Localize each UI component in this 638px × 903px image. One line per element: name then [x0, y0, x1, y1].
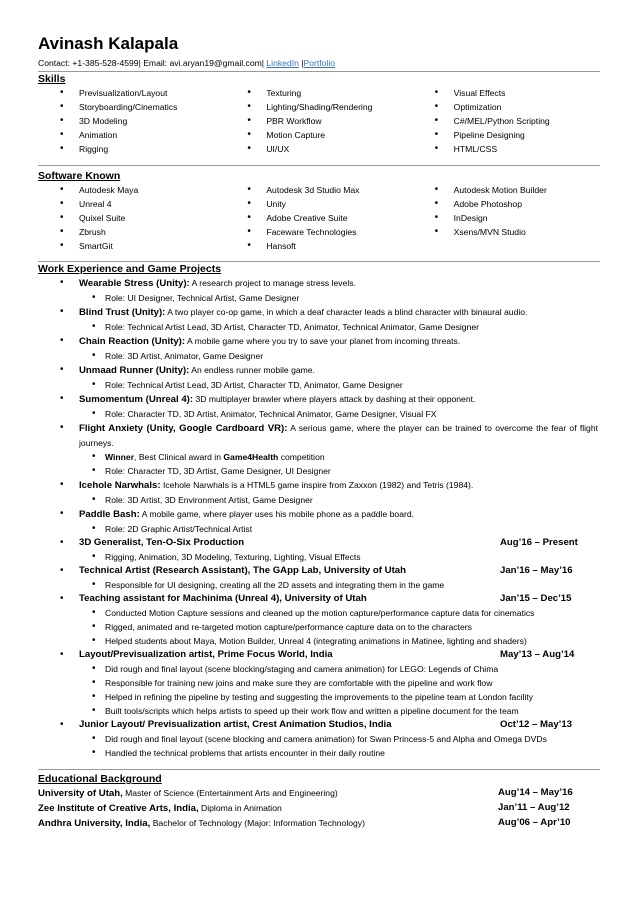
- list-item: • 3D Modeling: [38, 114, 225, 128]
- project-role: • Role: Technical Artist Lead, 3D Artist, Character TD, Animator, Game Designer: [38, 378, 600, 392]
- education-date: Aug’14 – May’16: [498, 787, 573, 798]
- list-item: • SmartGit: [38, 239, 225, 253]
- award-text: competition: [278, 452, 325, 462]
- job-detail: • Responsible for training new joins and make sure they are comfortable with the pipeline and work flow: [38, 676, 600, 690]
- job-item: [38, 592, 600, 606]
- list-item: • Autodesk Maya: [38, 183, 225, 197]
- job-detail: • Responsible for UI designing, creating all the 2D assets and integrating them in the game: [38, 578, 600, 592]
- list-item: • Unreal 4: [38, 197, 225, 211]
- project-role: • Role: UI Designer, Technical Artist, Game Designer: [38, 291, 600, 305]
- list-item: • Lighting/Shading/Rendering: [225, 100, 412, 114]
- divider: [38, 165, 600, 166]
- software-columns: [38, 183, 600, 253]
- project-item: [38, 334, 600, 349]
- job-date: Aug’16 – Present: [500, 537, 578, 548]
- project-desc: A mobile game where you try to save your planet from incoming threats.: [185, 336, 461, 346]
- list-item: • Unity: [225, 197, 412, 211]
- project-item: [38, 478, 600, 493]
- project-role: • Role: 3D Artist, Animator, Game Designer: [38, 349, 600, 363]
- list-item: • Texturing: [225, 86, 412, 100]
- project-name: Blind Trust (Unity):: [79, 307, 166, 318]
- job-detail: • Rigging, Animation, 3D Modeling, Texturing, Lighting, Visual Effects: [38, 550, 600, 564]
- list-item: • Optimization: [413, 100, 600, 114]
- project-desc: Icehole Narwhals is a HTML5 game inspire from Zaxxon (1982) and Tetris (1984).: [160, 480, 474, 490]
- project-item: [38, 421, 600, 450]
- list-item: • Hansoft: [225, 239, 412, 253]
- job-detail: • Built tools/scripts which helps artists to speed up their work flow and written a pipeline document for the team: [38, 704, 600, 718]
- project-desc: A two player co-op game, in which a deaf character leads a blind character with binaural audio.: [165, 307, 528, 317]
- list-item: • UI/UX: [225, 142, 412, 156]
- work-list: [38, 276, 600, 760]
- list-item: • Visual Effects: [413, 86, 600, 100]
- education-item: [38, 801, 600, 816]
- education-item: [38, 786, 600, 801]
- school-name: University of Utah,: [38, 788, 123, 799]
- list-item: • Adobe Photoshop: [413, 197, 600, 211]
- degree: Master of Science (Entertainment Arts and Engineering): [122, 788, 338, 798]
- skills-heading: Skills: [38, 73, 66, 85]
- award-label: Winner: [105, 452, 135, 462]
- job-title: • Teaching assistant for Machinima (Unreal 4), University of Utah: [79, 593, 367, 604]
- education-date: Jan’11 – Aug’12: [498, 802, 570, 813]
- project-name: Sumomentum (Unreal 4):: [79, 394, 194, 405]
- project-item: [38, 363, 600, 378]
- job-item: [38, 564, 600, 578]
- list-item: • Autodesk Motion Builder: [413, 183, 600, 197]
- education-list: [38, 786, 600, 831]
- project-name: Wearable Stress (Unity):: [79, 278, 190, 289]
- project-desc: An endless runner mobile game.: [189, 365, 315, 375]
- list-item: • C#/MEL/Python Scripting: [413, 114, 600, 128]
- project-award: [38, 450, 600, 464]
- job-date: Jan’16 – May’16: [500, 565, 573, 576]
- divider: [38, 769, 600, 770]
- job-detail: • Rigged, animated and re-targeted motion capture/performance capture data on to the characters: [38, 620, 600, 634]
- list-item: • Xsens/MVN Studio: [413, 225, 600, 239]
- project-role: • Role: 3D Artist, 3D Environment Artist, Game Designer: [38, 493, 600, 507]
- list-item: • Adobe Creative Suite: [225, 211, 412, 225]
- degree: Diploma in Animation: [198, 803, 282, 813]
- list-item: • Faceware Technologies: [225, 225, 412, 239]
- project-item: [38, 305, 600, 320]
- project-role: • Role: Character TD, 3D Artist, Game Designer, UI Designer: [38, 464, 600, 478]
- list-item: • Previsualization/Layout: [38, 86, 225, 100]
- skills-columns: [38, 86, 600, 156]
- job-date: Jan’15 – Dec’15: [500, 593, 572, 604]
- list-item: • Rigging: [38, 142, 225, 156]
- list-item: • Autodesk 3d Studio Max: [225, 183, 412, 197]
- education-date: Aug’06 – Apr’10: [498, 817, 571, 828]
- contact-line: [38, 57, 600, 70]
- list-item: • Animation: [38, 128, 225, 142]
- job-detail: • Helped students about Maya, Motion Builder, Unreal 4 (integrating animations in Matinee, lighting and shaders): [38, 634, 600, 648]
- job-detail: • Did rough and final layout (scene blocking/staging and camera animation) for LEGO: Legends of Chima: [38, 662, 600, 676]
- resume-page: [38, 34, 600, 831]
- job-item: [38, 536, 600, 550]
- list-item: • HTML/CSS: [413, 142, 600, 156]
- job-detail: • Helped in refining the pipeline by testing and suggesting the improvements to the pipeline team at London facility: [38, 690, 600, 704]
- job-date: May’13 – Aug’14: [500, 649, 575, 660]
- project-role: • Role: 2D Graphic Artist/Technical Artist: [38, 522, 600, 536]
- education-heading: Educational Background: [38, 773, 162, 785]
- list-item: • Motion Capture: [225, 128, 412, 142]
- project-name: Icehole Narwhals:: [79, 480, 161, 491]
- job-detail: • Did rough and final layout (scene blocking and camera animation) for Swan Princess-5 and Alpha and Omega DVDs: [38, 732, 600, 746]
- contact-separator: |: [298, 58, 304, 68]
- job-detail: • Conducted Motion Capture sessions and cleaned up the motion capture/performance capture data for cinematics: [38, 606, 600, 620]
- list-item: • Zbrush: [38, 225, 225, 239]
- project-desc: A research project to manage stress levels.: [189, 278, 356, 288]
- job-detail: • Handled the technical problems that artists encounter in their daily routine: [38, 746, 600, 760]
- list-item: • Quixel Suite: [38, 211, 225, 225]
- project-item: [38, 276, 600, 291]
- list-item: • Pipeline Designing: [413, 128, 600, 142]
- job-title: • Layout/Previsualization artist, Prime Focus World, India: [79, 649, 333, 660]
- contact-details: Contact: +1-385-528-4599| Email: avi.aryan19@gmail.com|: [38, 58, 267, 68]
- job-item: [38, 718, 600, 732]
- job-title: • Junior Layout/ Previsualization artist, Crest Animation Studios, India: [79, 719, 392, 730]
- job-date: Oct’12 – May’13: [500, 719, 572, 730]
- project-name: Unmaad Runner (Unity):: [79, 365, 190, 376]
- education-item: [38, 816, 600, 831]
- degree: Bachelor of Technology (Major: Information Technology): [150, 818, 365, 828]
- project-role: • Role: Character TD, 3D Artist, Animator, Technical Animator, Game Designer, Visual FX: [38, 407, 600, 421]
- candidate-name: Avinash Kalapala: [38, 34, 179, 53]
- school-name: Zee Institute of Creative Arts, India,: [38, 803, 199, 814]
- job-title: • Technical Artist (Research Assistant), The GApp Lab, University of Utah: [79, 565, 406, 576]
- project-item: [38, 507, 600, 522]
- software-heading: Software Known: [38, 170, 121, 182]
- job-title: • 3D Generalist, Ten-O-Six Production: [79, 537, 245, 548]
- project-desc: A serious game, where the player can be trained to overcome the fear of flight journeys.: [79, 423, 598, 448]
- list-item: • Storyboarding/Cinematics: [38, 100, 225, 114]
- award-text: , Best Clinical award in: [134, 452, 224, 462]
- award-competition: Game4Health: [223, 452, 279, 462]
- school-name: Andhra University, India,: [38, 818, 151, 829]
- project-role: • Role: Technical Artist Lead, 3D Artist, Character TD, Animator, Technical Animator, Game Designer: [38, 320, 600, 334]
- linkedin-link[interactable]: LinkedIn: [266, 58, 299, 68]
- project-desc: A mobile game, where player uses his mobile phone as a paddle board.: [139, 509, 414, 519]
- project-item: [38, 392, 600, 407]
- project-name: Paddle Bash:: [79, 509, 140, 520]
- project-name: Chain Reaction (Unity):: [79, 336, 186, 347]
- project-name: Flight Anxiety (Unity, Google Cardboard VR):: [79, 423, 288, 434]
- work-heading: Work Experience and Game Projects: [38, 263, 222, 275]
- portfolio-link[interactable]: Portfolio: [303, 58, 336, 68]
- list-item: • InDesign: [413, 211, 600, 225]
- list-item: • PBR Workflow: [225, 114, 412, 128]
- project-desc: 3D multiplayer brawler where players attack by dashing at their opponent.: [193, 394, 476, 404]
- job-item: [38, 648, 600, 662]
